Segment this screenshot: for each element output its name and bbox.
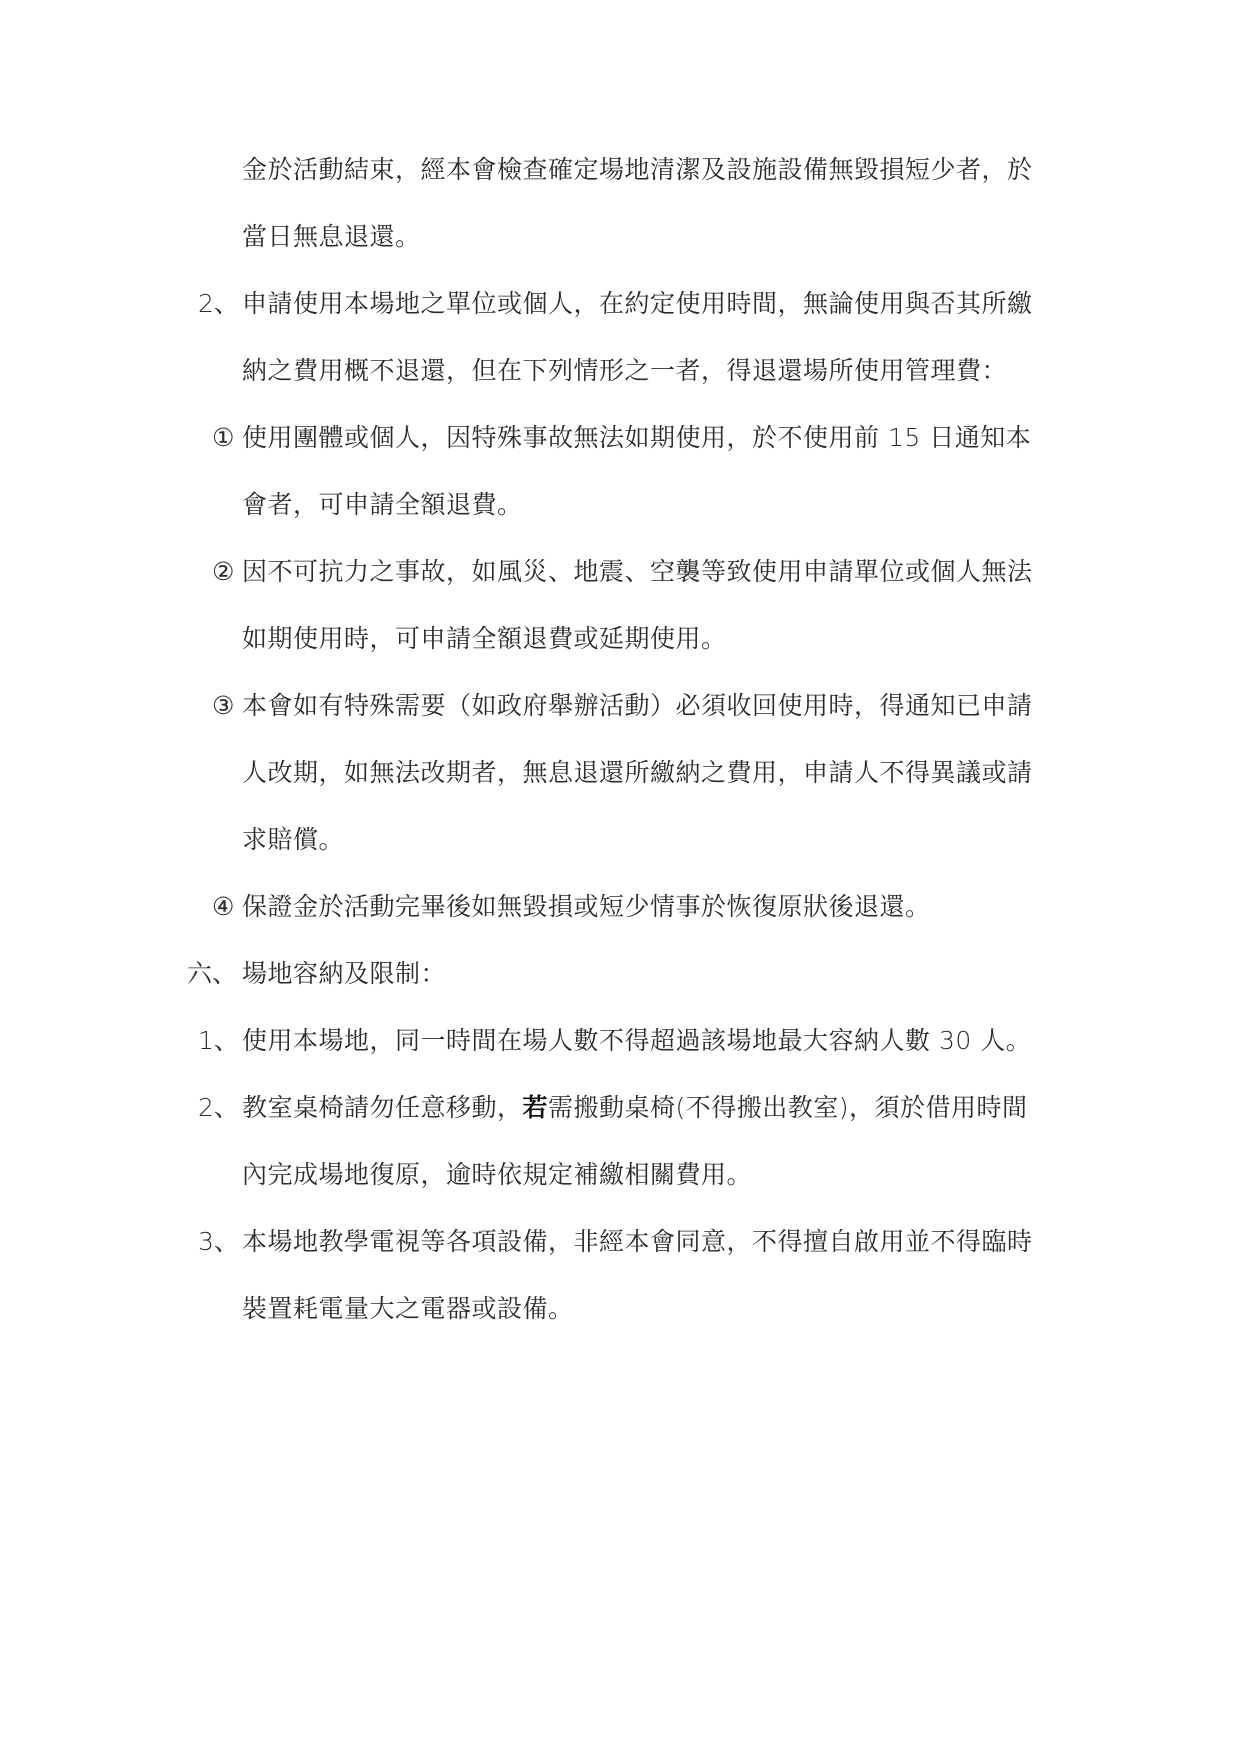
text-line: 當日無息退還。 — [242, 222, 421, 251]
text-line: 求賠償。 — [242, 825, 345, 854]
list-marker: ③ — [212, 691, 235, 720]
section-heading: 場地容納及限制： — [242, 959, 447, 988]
text-line: 因不可抗力之事故，如風災、地震、空襲等致使用申請單位或個人無法 — [242, 557, 1033, 586]
text-line: 保證金於活動完畢後如無毀損或短少情事於恢復原狀後退還。 — [242, 892, 931, 921]
list-marker: ① — [212, 423, 235, 452]
text-line: 金於活動結束，經本會檢查確定場地清潔及設施設備無毀損短少者，於 — [242, 155, 1033, 184]
text-line: 本會如有特殊需要（如政府舉辦活動）必須收回使用時，得通知已申請 — [242, 691, 1033, 720]
text-segment: 教室桌椅請勿任意移動， — [242, 1093, 523, 1122]
text-segment: 需搬動桌椅(不得搬出教室)，須於借用時間 — [548, 1093, 1028, 1122]
text-line: 人改期，如無法改期者，無息退還所繳納之費用，申請人不得異議或請 — [242, 758, 1033, 787]
text-line: 內完成場地復原，逾時依規定補繳相關費用。 — [242, 1160, 753, 1189]
list-marker: ④ — [212, 892, 235, 921]
bold-text-segment: 若 — [522, 1093, 549, 1122]
list-marker: 2、 — [198, 1093, 239, 1122]
text-line: 本場地教學電視等各項設備，非經本會同意，不得擅自啟用並不得臨時 — [242, 1227, 1033, 1256]
text-line: 使用本場地，同一時間在場人數不得超過該場地最大容納人數 30 人。 — [242, 1026, 1032, 1055]
text-line: 裝置耗電量大之電器或設備。 — [242, 1294, 574, 1323]
text-line: 申請使用本場地之單位或個人，在約定使用時間，無論使用與否其所繳 — [242, 289, 1033, 318]
list-marker: ② — [212, 557, 235, 586]
list-marker: 2、 — [198, 289, 239, 318]
text-line: 會者，可申請全額退費。 — [242, 490, 523, 519]
text-line: 納之費用概不退還，但在下列情形之一者，得退還場所使用管理費： — [242, 356, 1008, 385]
text-line: 使用團體或個人，因特殊事故無法如期使用，於不使用前 15 日通知本 — [242, 423, 1032, 452]
list-marker: 1、 — [198, 1026, 239, 1055]
text-line: 如期使用時，可申請全額退費或延期使用。 — [242, 624, 727, 653]
section-marker: 六、 — [187, 959, 238, 988]
text-line — [242, 1091, 1028, 1125]
list-marker: 3、 — [198, 1227, 239, 1256]
